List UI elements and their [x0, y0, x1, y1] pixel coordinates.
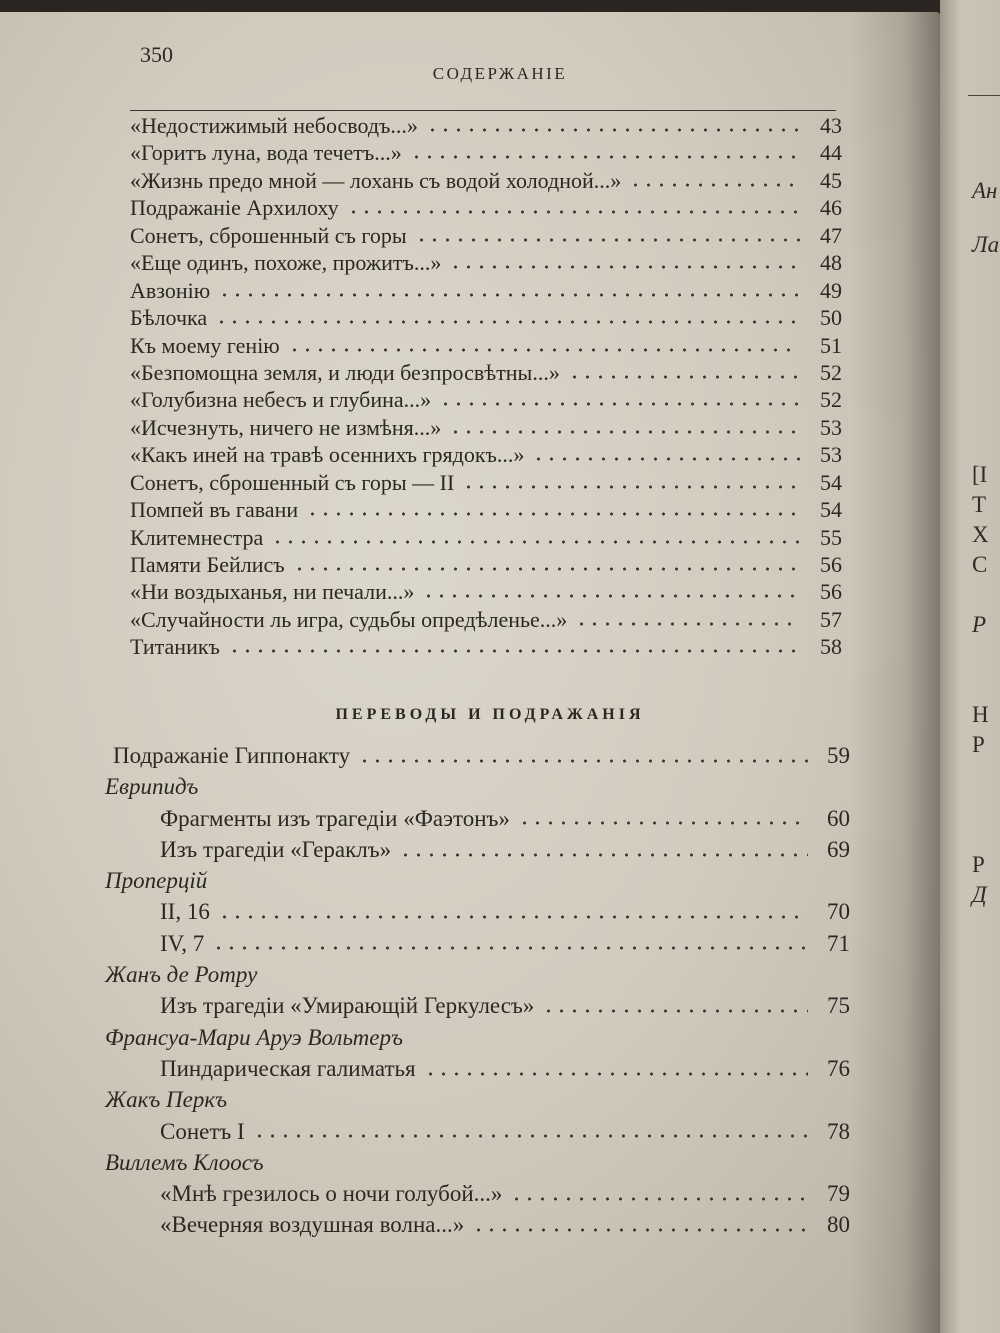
facing-page-fragment: Х — [972, 522, 989, 547]
entry-title: Къ моему генію — [130, 332, 280, 358]
dot-leader — [356, 740, 808, 771]
dot-leader — [226, 633, 800, 660]
author-heading: Жанъ де Ротру — [105, 962, 258, 988]
entry-title: «Случайности ль игра, судьбы опредѣленье...» — [130, 606, 568, 632]
author-heading: Еврипидъ — [105, 774, 199, 800]
entry-title: Помпей въ гавани — [130, 497, 299, 523]
toc-entry — [105, 803, 850, 834]
entry-page: 54 — [820, 497, 842, 523]
toc-entry — [130, 524, 842, 551]
entry-page: 53 — [820, 442, 842, 468]
entry-page: 75 — [827, 993, 850, 1019]
toc-entry — [130, 551, 842, 578]
dot-leader — [269, 524, 800, 551]
toc-entry — [130, 277, 842, 304]
dot-leader — [286, 332, 800, 359]
toc-entry — [130, 606, 842, 633]
entry-page: 43 — [820, 113, 842, 138]
dot-leader — [447, 249, 800, 276]
entry-page: 71 — [827, 930, 850, 956]
facing-page-fragment: Р — [972, 852, 985, 877]
entry-title: Титаникъ — [130, 634, 220, 660]
toc-entry — [130, 222, 842, 249]
entry-page: 76 — [827, 1055, 850, 1081]
dot-leader — [420, 578, 800, 605]
facing-page-fragment: Ла — [972, 232, 1000, 257]
dot-leader — [408, 139, 800, 166]
toc-entry — [130, 633, 842, 660]
entry-title: «Горитъ луна, вода течетъ...» — [130, 140, 402, 166]
entry-title: «Какъ иней на травѣ осеннихъ грядокъ...» — [130, 442, 525, 468]
toc-entry — [105, 928, 850, 959]
dot-leader — [210, 928, 808, 959]
dot-leader — [345, 194, 800, 221]
entry-title: «Недостижимый небосводъ...» — [130, 113, 418, 138]
toc-entry — [130, 578, 842, 605]
dot-leader — [213, 304, 800, 331]
entry-page: 60 — [827, 805, 850, 831]
toc-entry — [105, 896, 850, 927]
entry-page: 45 — [820, 167, 842, 193]
dot-leader — [304, 496, 800, 523]
entry-title: Клитемнестра — [130, 524, 264, 550]
dot-leader — [447, 414, 800, 441]
entry-title: «Жизнь предо мной — лохань съ водой холодной...» — [130, 167, 622, 193]
entry-page: 80 — [827, 1212, 850, 1238]
entry-title: «Ни воздыханья, ни печали...» — [130, 579, 415, 605]
translations-list — [105, 740, 850, 1241]
dot-leader — [530, 441, 800, 468]
toc-entry — [130, 139, 842, 166]
entry-title: II, 16 — [160, 899, 210, 925]
facing-page-rule — [968, 95, 1000, 96]
entry-page: 46 — [820, 195, 842, 221]
dot-leader — [573, 606, 800, 633]
entry-page: 51 — [820, 332, 842, 358]
entry-page: 44 — [820, 140, 842, 166]
toc-entry — [130, 112, 842, 139]
dot-leader — [627, 167, 800, 194]
author-heading: Виллемъ Клоосъ — [105, 1149, 264, 1175]
entry-page: 56 — [820, 552, 842, 577]
toc-entry — [105, 1209, 850, 1240]
running-title: СОДЕРЖАНІЕ — [432, 64, 568, 83]
dot-leader — [566, 359, 800, 386]
dot-leader — [216, 277, 800, 304]
toc-entry — [105, 990, 850, 1021]
dot-leader — [397, 834, 808, 865]
facing-page-fragment: Т — [972, 492, 987, 517]
toc-entry — [105, 834, 850, 865]
entry-page: 57 — [820, 606, 842, 632]
toc-entry — [130, 359, 842, 386]
toc-entry — [105, 1116, 850, 1147]
facing-page-fragment: Д — [972, 882, 987, 907]
gutter-shadow — [850, 12, 940, 1333]
toc-entry — [105, 1053, 850, 1084]
entry-page: 54 — [820, 469, 842, 495]
entry-page: 70 — [827, 899, 850, 925]
entry-title: Авзонію — [130, 277, 211, 303]
dot-leader — [422, 1053, 808, 1084]
dot-leader — [291, 551, 800, 578]
entry-page: 52 — [820, 387, 842, 413]
dot-leader — [516, 803, 808, 834]
entry-page: 79 — [827, 1181, 850, 1207]
toc-entry — [105, 740, 850, 771]
entry-title: Фрагменты изъ трагедіи «Фаэтонъ» — [160, 805, 510, 831]
entry-title: «Безпомощна земля, и люди безпросвѣтны...» — [130, 359, 560, 385]
author-heading: Жакъ Перкъ — [105, 1087, 228, 1113]
dot-leader — [251, 1116, 808, 1147]
toc-entry — [130, 386, 842, 413]
entry-title: Подражаніе Архилоху — [130, 195, 339, 221]
entry-page: 56 — [820, 579, 842, 605]
dot-leader — [424, 112, 800, 139]
dot-leader — [470, 1209, 808, 1240]
facing-page-fragment: [I — [972, 462, 988, 487]
entry-title: Сонетъ, сброшенный съ горы — [130, 222, 407, 248]
entry-page: 49 — [820, 277, 842, 303]
entry-page: 47 — [820, 222, 842, 248]
entry-page: 58 — [820, 634, 842, 660]
entry-page: 55 — [820, 524, 842, 550]
contents-list — [130, 112, 842, 661]
facing-page-fragment: Р — [972, 732, 985, 757]
toc-entry — [130, 194, 842, 221]
toc-entry — [105, 1178, 850, 1209]
facing-page-fragment: Р — [972, 612, 987, 637]
entry-title: Памяти Бейлисъ — [130, 552, 285, 577]
book-page — [0, 12, 940, 1333]
toc-entry — [130, 304, 842, 331]
entry-title: «Еще одинъ, похоже, прожитъ...» — [130, 250, 442, 276]
header-rule — [130, 110, 836, 111]
section-heading: ПЕРЕВОДЫ И ПОДРАЖАНІЯ — [335, 706, 645, 723]
entry-page: 69 — [827, 836, 850, 862]
entry-page: 78 — [827, 1118, 850, 1144]
entry-page: 59 — [827, 743, 850, 768]
entry-title: Сонетъ I — [160, 1118, 245, 1144]
dot-leader — [437, 386, 800, 413]
entry-title: Сонетъ, сброшенный съ горы — II — [130, 469, 455, 495]
page-number: 350 — [140, 42, 173, 67]
entry-title: Подражаніе Гиппонакту — [113, 743, 351, 768]
dot-leader — [216, 896, 808, 927]
toc-entry — [130, 332, 842, 359]
facing-page-fragment: Ан — [972, 178, 998, 203]
entry-title: «Исчезнуть, ничего не измѣня...» — [130, 414, 442, 440]
author-heading: Проперцій — [105, 868, 208, 894]
entry-page: 50 — [820, 305, 842, 331]
dot-leader — [508, 1178, 808, 1209]
entry-page: 52 — [820, 359, 842, 385]
toc-entry — [130, 414, 842, 441]
entry-title: Бѣлочка — [130, 305, 208, 331]
dot-leader — [460, 469, 800, 496]
entry-title: Пиндарическая галиматья — [160, 1055, 416, 1081]
entry-title: Изъ трагедіи «Гераклъ» — [160, 836, 392, 862]
entry-page: 53 — [820, 414, 842, 440]
dot-leader — [540, 990, 808, 1021]
toc-entry — [130, 469, 842, 496]
entry-title: IV, 7 — [160, 930, 205, 956]
author-heading: Франсуа-Мари Аруэ Вольтеръ — [105, 1024, 403, 1050]
entry-page: 48 — [820, 250, 842, 276]
entry-title: «Голубизна небесъ и глубина...» — [130, 387, 432, 413]
toc-entry — [130, 496, 842, 523]
toc-entry — [130, 441, 842, 468]
entry-title: «Мнѣ грезилось о ночи голубой...» — [160, 1181, 503, 1207]
facing-page-fragment: С — [972, 552, 988, 577]
facing-page-edge — [940, 0, 1000, 1333]
toc-entry — [130, 249, 842, 276]
facing-page-fragment: Н — [972, 702, 989, 727]
entry-title: «Вечерняя воздушная волна...» — [160, 1212, 465, 1238]
entry-title: Изъ трагедіи «Умирающій Геркулесъ» — [160, 993, 535, 1019]
dot-leader — [413, 222, 800, 249]
toc-entry — [130, 167, 842, 194]
